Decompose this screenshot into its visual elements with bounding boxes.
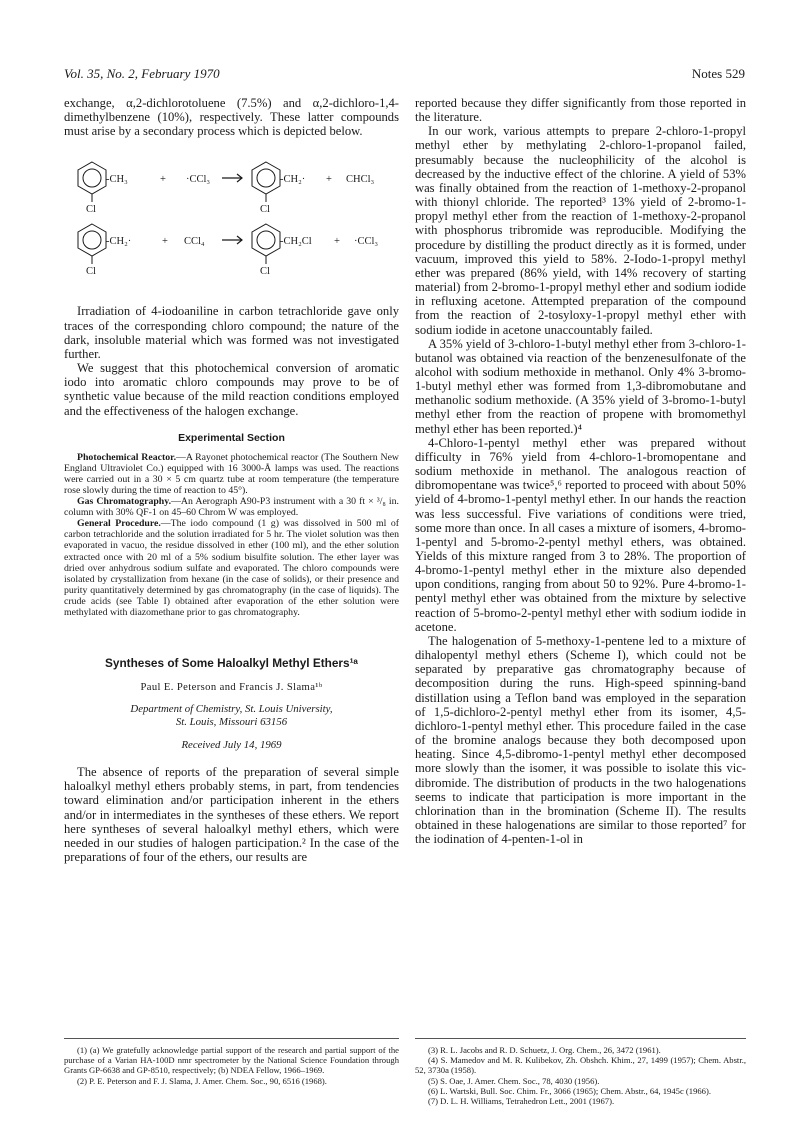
r1-sub-cl-b: Cl [260, 204, 270, 216]
reaction-scheme [64, 154, 399, 294]
benzene-ring-1 [78, 162, 106, 202]
r2-sub-cl-b: Cl [260, 266, 270, 278]
paragraph-halogenation: The halogenation of 5-methoxy-1-pentene led to a mixture of dihalopentyl methyl ethers (Scheme I), which could not be separated by preparative gas chromatography because of decomposition during the runs. High-speed spinning-band distillation using a Teflon band was employed in the separation of 1,5-dichloro-2-pentyl methyl ether from its isomer, 4,5-dichloro-1-pentyl methyl ether. This procedure failed in the case of the bromine analogs because they both decomposed upon heating. Since 4,5-dibromo-1-pentyl methyl ether decomposed more slowly than the isomer, it was possible to isolate this vic-dibromide. The distribution of products in the two halogenations seems to indicate that participation is more important in the chlorination than in the bromination (Scheme II). The results obtained in these halogenations are similar to those reported⁷ for the iodination of 4-penten-1-ol in [415, 633, 746, 847]
r1-plus-a: + [160, 174, 166, 186]
right-column [415, 96, 746, 846]
arrow-icon [222, 174, 242, 182]
exp-reactor-head: Photochemical Reactor. [77, 451, 177, 463]
r2-product: ·CCl₃ [354, 236, 379, 248]
footnote: (7) D. L. H. Williams, Tetrahedron Lett., 2001 (1967). [428, 1096, 615, 1107]
r1-product: CHCl₃ [346, 174, 375, 186]
exp-reactor-text: —A Rayonet photochemical reactor (The Southern New England Ultraviolet Co.) equipped with 16 3000-Å lamps was used. The reactions were carried out in a 30 × 5 cm quartz tube at room temperature (the temperature rose slowly during the time of reaction to 45°). [64, 451, 399, 496]
paragraph-chloropentyl: 4-Chloro-1-pentyl methyl ether was prepared without difficulty in 76% yield from 4-chloro-1-bromopentane and sodium methoxide in methanol. The analogous reaction of dibromopentane was twice⁵,⁶ reported to proceed with about 50% yield of 4-bromo-1-pentyl methyl ether. In our hands the reaction was less successful. Five variations of conditions were tried, some more than once. In all cases a mixture of isomers, 4-bromo-1-pentyl and 5-bromo-2-pentyl methyl ethers, was obtained. Yields of this mixture ranged from 3 to 28%. The proportion of 4-bromo-1-pentyl methyl ether in the mixture also depended upon conditions, ranging from about 50 to 92%. Pure 4-bromo-1-pentyl methyl ether was obtained from the mixture by selective reaction of 5-bromo-2-pentyl methyl ether with sodium iodide in acetone. [415, 435, 746, 634]
footnotes-right [415, 1032, 746, 1106]
affiliation-line-1: Department of Chemistry, St. Louis University, [130, 703, 333, 716]
footnote: (3) R. L. Jacobs and R. D. Schuetz, J. Org. Chem., 26, 3472 (1961). [428, 1045, 661, 1055]
exp-gc-head: Gas Chromatography. [77, 496, 172, 508]
footnote: (5) S. Oae, J. Amer. Chem. Soc., 78, 4030 (1956). [428, 1075, 600, 1086]
r1-reagent: ·CCl₃ [186, 174, 211, 186]
benzene-ring-4 [252, 224, 280, 264]
exp-procedure-text: —The iodo compound (1 g) was dissolved in 500 ml of carbon tetrachloride and the solution irradiated for 5 hr. The violet solution was then evaporated in vacuo, the residue dissolved in ether (100 ml), and the ether solution extracted once with 20 ml of a 5% sodium bisulfite solution. The ether layer was dried over anhydrous sodium sulfate and evaporated. The chloro compounds were isolated by crystallization from hexane (in the case of solids), or their presence and purity quantitatively determined by gas chromatography (in the case of liquids). The crude acids (see Table I) obtained after evaporation of the ether solution were methylated with diazomethane prior to gas chromatography. [64, 518, 399, 619]
footnote: (4) S. Mamedov and M. R. Kulibekov, Zh. Obshch. Khim., 27, 1499 (1957); Chem. Abstr., 52, 3730a (1958). [415, 1055, 746, 1076]
footnote: (2) P. E. Peterson and F. J. Slama, J. Amer. Chem. Soc., 90, 6516 (1968). [77, 1075, 327, 1086]
benzene-ring-2 [252, 162, 280, 202]
r2-plus-a: + [162, 236, 168, 248]
paragraph-chlorobutyl: A 35% yield of 3-chloro-1-butyl methyl ether from 3-chloro-1-butanol was obtained via reaction of the benzenesulfonate of the alcohol with sodium methoxide in methanol. Only 4% 3-bromo-1-butyl methyl ether was formed from 1,3-dibromobutane and methanolic sodium methoxide. (A 35% yield of 3-bromo-1-butyl methyl ether from the reaction of propene with bromomethyl methyl ether has been reported.)⁴ [415, 336, 746, 436]
experimental-heading: Experimental Section [178, 431, 285, 444]
footnotes-left [64, 1032, 399, 1086]
r1-right-group: -CH₂· [280, 174, 306, 186]
abstract-paragraph: The absence of reports of the preparation of several simple haloalkyl methyl ethers probably stems, in part, from tendencies toward elimination and/or participation inherent in the ethers and/or in intermediates in the syntheses of these ethers. We report here syntheses of several haloalkyl methyl ethers, which were needed in our studies of halogen participation.² In the case of the preparations of four of the ethers, our results are [64, 765, 399, 865]
paragraph-suggestion: We suggest that this photochemical conversion of aromatic iodo into aromatic chloro compounds may prove to be of synthetic value because of the mild reaction conditions employed and the effectiveness of the halogen exchange. [64, 361, 399, 418]
affiliation-line-2: St. Louis, Missouri 63156 [175, 716, 288, 729]
arrow-icon [222, 236, 242, 244]
r1-left-group: -CH₃ [106, 174, 128, 186]
r2-plus-b: + [334, 236, 340, 248]
article-affiliation [64, 703, 399, 729]
exp-procedure-head: General Procedure. [77, 518, 161, 530]
paragraph-irradiation: Irradiation of 4-iodoaniline in carbon tetrachloride gave only traces of the corresponding chloro compound; the nature of the dark, insoluble material which was formed was not investigated further. [64, 304, 399, 361]
received-date: Received July 14, 1969 [181, 739, 282, 752]
running-header-right: Notes 529 [691, 66, 745, 81]
r2-left-group: -CH₂· [106, 236, 132, 248]
r2-sub-cl-a: Cl [86, 266, 96, 278]
footnote: (6) L. Wartski, Bull. Soc. Chim. Fr., 3066 (1965); Chem. Abstr., 64, 1945c (1966). [428, 1085, 711, 1096]
footnote-rule [64, 1038, 399, 1039]
r1-sub-cl-a: Cl [86, 204, 96, 216]
benzene-ring-3 [78, 224, 106, 264]
footnote-rule [415, 1038, 746, 1039]
exp-gc-text: —An Aerograph A90-P3 instrument with a 30 ft × ³/₈ in. column with 30% QF-1 on 45–60 Chrom W was employed. [64, 496, 399, 519]
running-header-left: Vol. 35, No. 2, February 1970 [64, 66, 220, 81]
intro-paragraph: exchange, α,2-dichlorotoluene (7.5%) and α,2-dichloro-1,4-dimethylbenzene (10%), respectively. These latter compounds must arise by a secondary process which is depicted below. [64, 96, 399, 139]
r2-right-group: -CH₂Cl [280, 236, 312, 248]
r1-plus-b: + [326, 174, 332, 186]
paragraph-chloropropyl: In our work, various attempts to prepare 2-chloro-1-propyl methyl ether by methylating 2-chloro-1-propanol failed, presumably because the nucleophilicity of the alcohol is decreased by the inductive effect of the chlorine. A yield of 53% was finally obtained from the reaction of 1-methoxy-2-propanol with thionyl chloride. The reported³ 13% yield of 2-bromo-1-propyl methyl ether from the reaction of 1-methoxy-2-propanol with phosphorus tribromide was reproducible. Modifying the procedure by distilling the product directly as it is formed, under vacuum, improved this yield to 58%. 2-Iodo-1-propyl methyl ether was prepared (86% yield, with 14% recovery of starting material) from 2-bromo-1-propyl methyl ether and sodium iodide in refluxing acetone. Attempted preparation of the compound from the reaction of 2-tosyloxy-1-propyl methyl ether with sodium iodide in acetone unaccountably failed. [415, 124, 746, 337]
article-authors: Paul E. Peterson and Francis J. Slama¹ᵇ [140, 682, 323, 694]
experimental-section [64, 452, 399, 618]
paragraph-continuation: reported because they differ significantly from those reported in the literature. [415, 96, 746, 125]
left-column [64, 96, 399, 864]
footnote: (1) (a) We gratefully acknowledge partial support of the research and partial support of the purchase of a Varian HA-100D nmr spectrometer by the National Science Foundation through Grants GP-6638 and GP-8510, respectively; (b) NDEA Fellow, 1966–1969. [64, 1045, 399, 1076]
article-title: Syntheses of Some Haloalkyl Methyl Ethers¹ᵃ [105, 656, 358, 671]
r2-reagent: CCl₄ [184, 236, 205, 248]
